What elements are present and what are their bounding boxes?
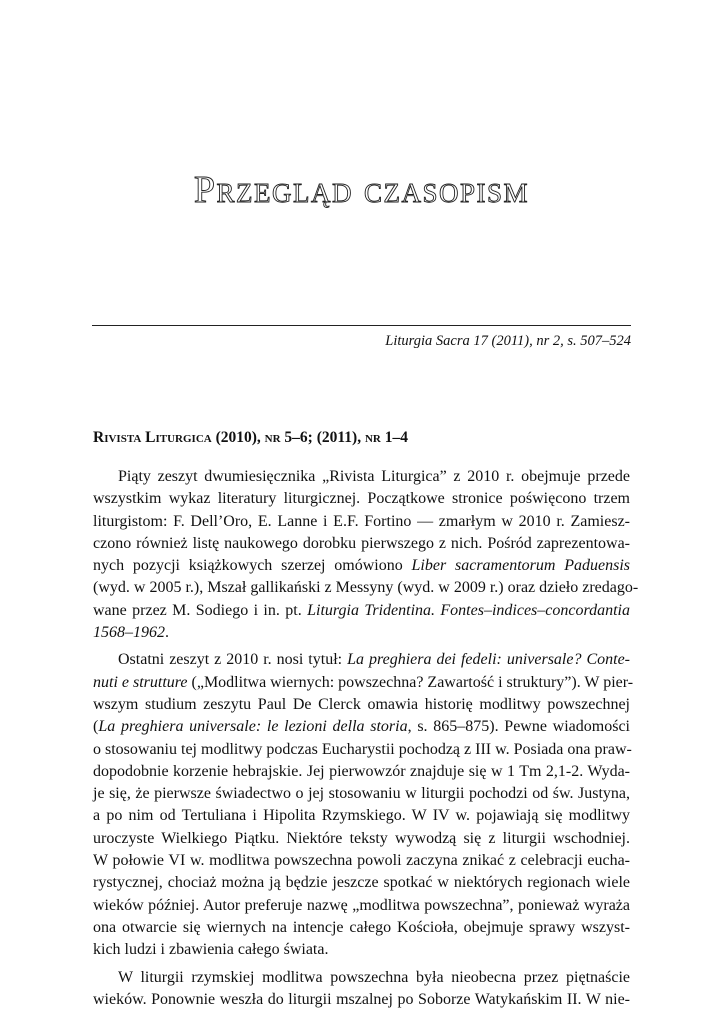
section-heading: Rivista Liturgica (2010), nr 5–6; (2011), nr 1–4 — [93, 429, 408, 446]
text-line — [93, 649, 630, 671]
text-run: Ostatni zeszyt z 2010 r. nosi tytuł: — [118, 651, 348, 669]
text-line: kich ludzi i zbawienia całego świata. — [93, 941, 329, 959]
header-rule — [92, 325, 631, 326]
text-line: wszym studium zeszytu Paul De Clerck omawia historię modlitwy powszechnej — [93, 695, 630, 713]
text-line: dopodobnie korzenie hebrajskie. Jej pierwowzór znajduje się w 1 Tm 2,1-2. Wyda- — [93, 762, 630, 780]
text-line — [93, 716, 630, 738]
italic-title: Liturgia Tridentina. Fontes–indices–concordantia — [307, 601, 631, 619]
text-line: uroczyste Wielkiego Piątku. Niektóre teksty wywodzą się z liturgii wschodniej. — [93, 829, 630, 847]
text-line — [93, 600, 630, 622]
page-title: Przegląd czasopism — [193, 169, 530, 211]
text-run: ( — [93, 718, 99, 736]
text-line — [93, 672, 634, 694]
text-line: je się, że pierwsze świadectwo o jej stosowaniu w liturgii pochodzi od św. Justyna, — [93, 785, 630, 803]
text-run: , s. 865–875). Pewne wiadomości — [407, 718, 631, 736]
paragraph-1 — [93, 466, 639, 644]
text-line: czono również listę naukowego dorobku pierwszego z nich. Pośród zaprezentowa- — [93, 534, 630, 552]
italic-title: nuti e strutture — [93, 673, 188, 691]
paragraph-2 — [93, 649, 634, 961]
text-line: ona otwarcie się wiernych na intencje całego Kościoła, obejmuje sprawy wszyst- — [93, 918, 630, 936]
italic-title: 1568–1962 — [93, 624, 165, 642]
journal-citation: Liturgia Sacra 17 (2011), nr 2, s. 507–524 — [385, 333, 631, 349]
text-line: liturgistom: F. Dell’Oro, E. Lanne i E.F. Fortino — zmarłym w 2010 r. Zamiesz- — [93, 512, 630, 530]
text-line — [93, 555, 630, 577]
article-body — [93, 466, 639, 1011]
text-run: („Modlitwa wiernych: powszechna? Zawartość i struktury”). W pier- — [187, 673, 634, 691]
paragraph-3 — [93, 967, 630, 1012]
text-line: W liturgii rzymskiej modlitwa powszechna była nieobecna przez piętnaście — [118, 968, 630, 986]
text-line: o stosowaniu tej modlitwy podczas Eucharystii pochodzą z III w. Posiada ona praw- — [93, 740, 632, 758]
text-run: . — [165, 624, 169, 642]
text-line: wszystkim wykaz literatury liturgicznej. Początkowe stronice poświęcono trzem — [93, 490, 630, 508]
text-line: wieków później. Autor preferuje nazwę „modlitwa powszechna”, ponieważ wyraża — [93, 896, 630, 914]
italic-title: Liber sacramentorum Paduensis — [411, 557, 630, 575]
text-line: rystycznej, chociaż można ją będzie jeszcze spotkać w niektórych regionach wiele — [93, 874, 630, 892]
text-run: nych pozycji książkowych szerzej omówiono — [93, 557, 412, 575]
text-line: Piąty zeszyt dwumiesięcznika „Rivista Liturgica” z 2010 r. obejmuje przede — [118, 468, 630, 485]
text-line: a po nim od Tertuliana i Hipolita Rzymskiego. W IV w. pojawiają się modlitwy — [93, 807, 630, 825]
text-line: (wyd. w 2005 r.), Mszał gallikański z Messyny (wyd. w 2009 r.) oraz dzieło zredago- — [93, 579, 639, 597]
text-run: wane przez M. Sodiego i in. pt. — [93, 601, 308, 619]
text-line: W połowie VI w. modlitwa powszechna powoli zaczyna znikać z celebracji eucha- — [93, 852, 630, 870]
italic-title: La preghiera universale: le lezioni della storia — [98, 718, 408, 736]
text-line — [93, 622, 630, 644]
text-line: wieków. Ponownie weszła do liturgii mszalnej po Soborze Watykańskim II. W nie- — [93, 990, 630, 1008]
italic-title: La preghiera dei fedeli: universale? Conte- — [347, 651, 631, 669]
